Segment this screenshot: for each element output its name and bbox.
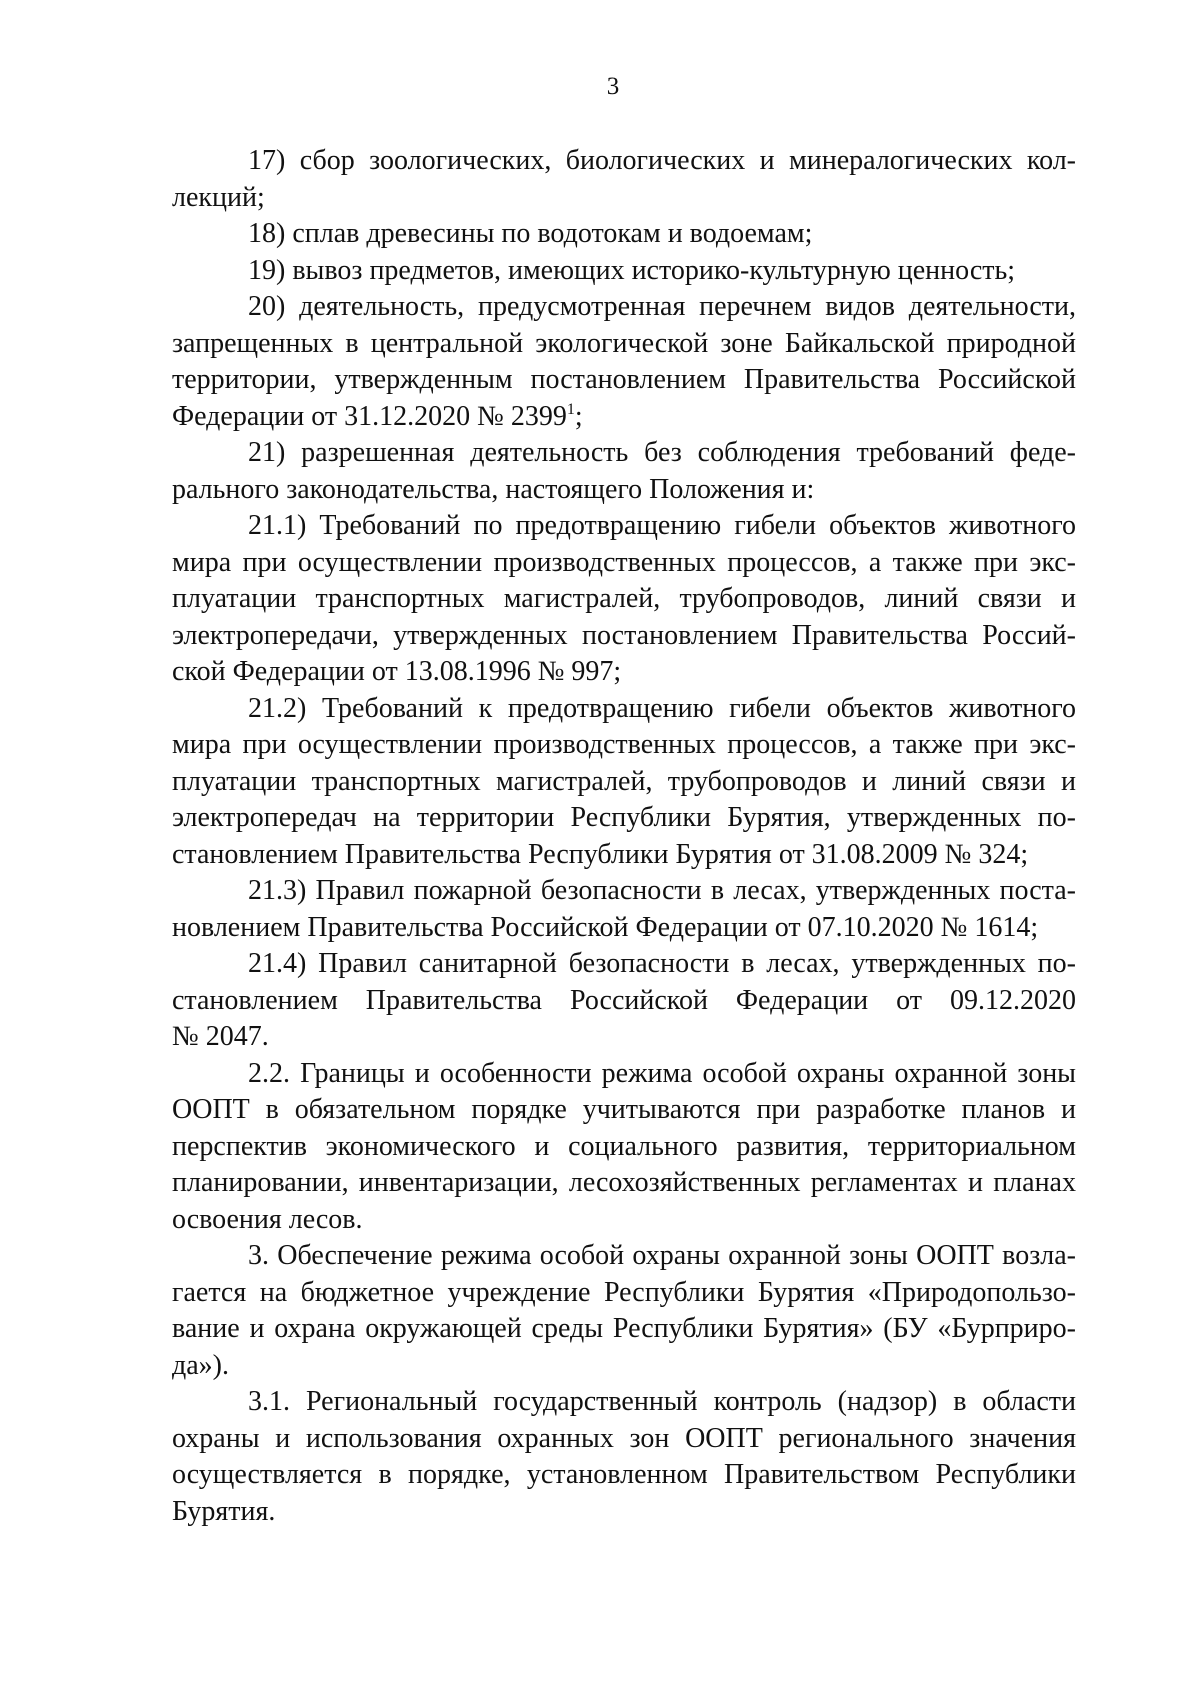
text-line: территории, утвержденным постановлением Правительства Российской [172, 364, 1076, 395]
text-line: освоения лесов. [172, 1203, 363, 1235]
text-line: 3. Обеспечение режима особой охраны охранной зоны ООПТ возла- [248, 1240, 1076, 1271]
text-line: лекций; [172, 181, 265, 213]
paragraph-item-21-1 [172, 508, 1076, 691]
text-line-tail: ; [574, 400, 583, 432]
text-line: да»). [172, 1349, 229, 1381]
text-line: охраны и использования охранных зон ООПТ регионального значения [172, 1422, 1076, 1454]
text-line: ООПТ в обязательном порядке учитываются при разработке планов и [172, 1094, 1076, 1125]
text-line: планировании, инвентаризации, лесохозяйственных регламентах и планах [172, 1167, 1076, 1198]
text-line: электропередач на территории Республики Бурятия, утвержденных по- [172, 802, 1076, 833]
page-number: 3 [606, 73, 620, 100]
footnote-mark: 1 [566, 400, 575, 418]
paragraph-section-2-2 [172, 1056, 1076, 1239]
paragraph-item-21-4 [172, 946, 1076, 1056]
text-line: плуатации транспортных магистралей, трубопроводов и линий связи и [172, 765, 1076, 797]
text-line: 18) сплав древесины по водотокам и водоемам; [248, 218, 813, 249]
document-body [172, 143, 1076, 1530]
text-line: становлением Правительства Российской Федерации от 09.12.2020 [172, 984, 1076, 1016]
paragraph-item-18 [172, 216, 1076, 253]
text-line: новлением Правительства Российской Федерации от 07.10.2020 № 1614; [172, 911, 1039, 943]
text-line: рального законодательства, настоящего Положения и: [172, 473, 815, 505]
text-line: осуществляется в порядке, установленном Правительством Республики [172, 1459, 1076, 1490]
text-line: 19) вывоз предметов, имеющих историко-культурную ценность; [248, 254, 1016, 286]
paragraph-item-17 [172, 143, 1076, 216]
text-line: 21.4) Правил санитарной безопасности в лесах, утвержденных по- [248, 948, 1076, 979]
text-line: плуатации транспортных магистралей, трубопроводов, линий связи и [172, 583, 1076, 614]
paragraph-item-20 [172, 289, 1076, 435]
text-line: запрещенных в центральной экологической зоне Байкальской природной [172, 327, 1076, 359]
text-line: 21.3) Правил пожарной безопасности в лесах, утвержденных поста- [248, 875, 1076, 906]
text-line: мира при осуществлении производственных процессов, а также при экс- [172, 546, 1076, 578]
paragraph-section-3 [172, 1238, 1076, 1384]
text-line: мира при осуществлении производственных процессов, а также при экс- [172, 729, 1076, 760]
text-line: 21.2) Требований к предотвращению гибели объектов животного [248, 692, 1076, 724]
text-line: 21.1) Требований по предотвращению гибели объектов животного [248, 510, 1076, 541]
text-line [172, 399, 1076, 436]
paragraph-section-3-1 [172, 1384, 1076, 1530]
text-line: ской Федерации от 13.08.1996 № 997; [172, 656, 622, 687]
text-line: Бурятия. [172, 1495, 276, 1527]
paragraph-item-21-3 [172, 873, 1076, 946]
text-line: № 2047. [172, 1021, 269, 1052]
text-line: электропередачи, утвержденных постановлением Правительства Россий- [172, 619, 1076, 651]
paragraph-item-21-2 [172, 691, 1076, 874]
text-line-content: Федерации от 31.12.2020 № 2399 [172, 400, 567, 432]
paragraph-item-19 [172, 253, 1076, 290]
text-line: 20) деятельность, предусмотренная перечнем видов деятельности, [248, 291, 1076, 322]
text-line: 17) сбор зоологических, биологических и минералогических кол- [248, 145, 1076, 176]
text-line: становлением Правительства Республики Бурятия от 31.08.2009 № 324; [172, 838, 1029, 870]
text-line: перспектив экономического и социального развития, территориальном [172, 1130, 1076, 1162]
paragraph-item-21 [172, 435, 1076, 508]
text-line: вание и охрана окружающей среды Республики Бурятия» (БУ «Бурприро- [172, 1313, 1076, 1344]
text-line: 2.2. Границы и особенности режима особой охраны охранной зоны [248, 1057, 1076, 1089]
text-line: 21) разрешенная деятельность без соблюдения требований феде- [248, 437, 1076, 468]
text-line: 3.1. Региональный государственный контроль (надзор) в области [248, 1386, 1076, 1417]
text-line: гается на бюджетное учреждение Республики Бурятия «Природопользо- [172, 1276, 1076, 1308]
